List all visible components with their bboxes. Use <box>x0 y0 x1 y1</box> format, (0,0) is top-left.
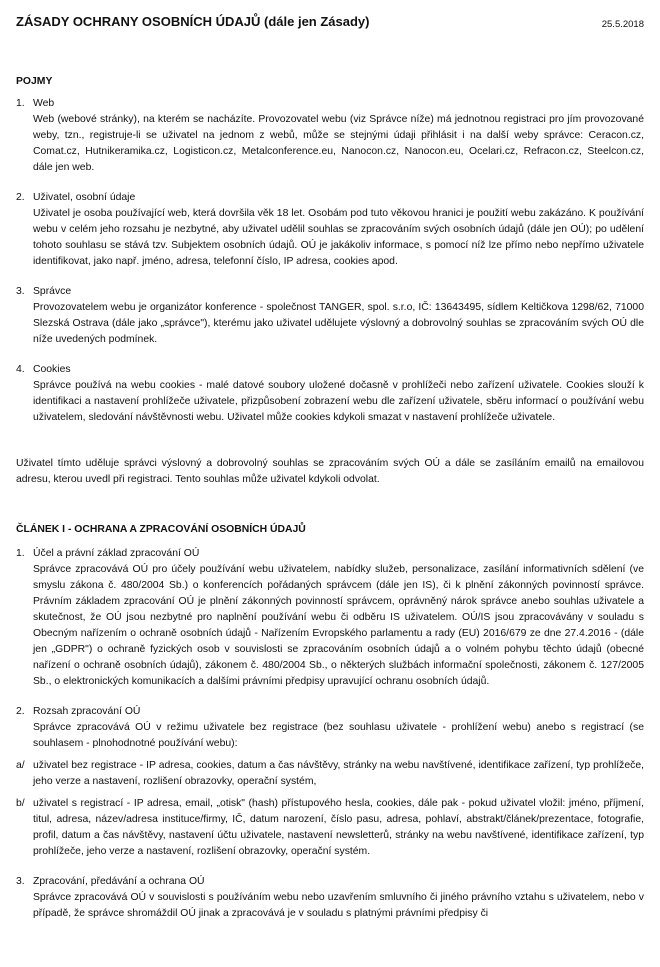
sub-text: uživatel bez registrace - IP adresa, cookies, datum a čas návštěvy, stránky na webu navštívené, identifikace zařízení, typ prohlížeče, jeho verze a nastavení, rozlišení obrazovky, operační systém, <box>33 760 644 787</box>
item-title: Cookies <box>33 364 71 375</box>
item-number: 3. <box>16 876 25 887</box>
pojmy-item-4 <box>16 362 644 426</box>
title-row <box>16 14 644 42</box>
sub-text: uživatel s registrací - IP adresa, email, „otisk" (hash) přístupového hesla, cookies, dále pak - pokud uživatel vložil: jméno, příjmení, titul, adresa, název/adresa instituce/firmy, IČ, datum narození, číslo pasu, adresa, pohlaví, abstrakt/článek/prezentace, fotografie, profil, datum a čas návštěvy, nastavení účtu uživatele, nastavení newsletterů, stránky na webu navštívené, identifikace zařízení, typ prohlížeče, jeho verze a nastavení, rozlišení obrazovky, operační systém. <box>33 798 644 857</box>
item-text: Provozovatelem webu je organizátor konference - společnost TANGER, spol. s.r.o, IČ: 13643495, sídlem Keltičkova 1298/62, 71000 Slezská Ostrava (dále jako „správce"), kterému jako uživatel udělujete výslovný a dobrovolný souhlas se zpracováním svých OÚ dle níže uvedených podmínek. <box>33 302 644 345</box>
clanek1-item-2-sub-b <box>16 796 644 860</box>
item-number: 1. <box>16 98 25 109</box>
item-title: Správce <box>33 286 72 297</box>
item-number: 4. <box>16 364 25 375</box>
title-main: ZÁSADY OCHRANY OSOBNÍCH ÚDAJŮ <box>16 14 261 29</box>
item-text: Správce zpracovává OÚ v režimu uživatele bez registrace (bez souhlasu uživatele - prohlížení webu) anebo s registrací (se souhlasem - plnohodnotné používání webu): <box>33 722 644 749</box>
item-text: Web (webové stránky), na kterém se nacházíte. Provozovatel webu (viz Správce níže) má jednotnou registraci pro jím provozované weby, tzn., registruje-li se uživatel na jednom z webů, může se stejnými údaji přihlásit i na další weby správce: Ceracon.cz, Comat.cz, Hutnikeramika.cz, Logisticon.cz, Metalconference.eu, Nanocon.cz, Nanocon.eu, Ocelari.cz, Refracon.cz, Steelcon.cz, dále jen web. <box>33 114 644 173</box>
document-page <box>16 0 644 922</box>
clanek1-item-3 <box>16 874 644 922</box>
section-heading-pojmy: POJMY <box>16 76 53 87</box>
item-number: 2. <box>16 706 25 717</box>
title-note: (dále jen Zásady) <box>264 14 370 29</box>
item-text: Uživatel je osoba používající web, která dovršila věk 18 let. Osobám pod tuto věkovou hranici je použití webu zakázáno. K používání webu v celém jeho rozsahu je nezbytné, aby uživatel udělil souhlas se zpracováním svých osobních údajů (dále jen OÚ); po udělení tohoto souhlasu se stává tzv. Subjektem osobních údajů. OÚ je jakákoliv informace, s pomocí níž lze přímo nebo nepřímo uživatele identifikovat, jako např. jméno, adresa, telefonní číslo, IP adresa, cookies apod. <box>33 208 644 267</box>
document-title <box>16 14 370 30</box>
item-text: Správce zpracovává OÚ v souvislosti s používáním webu nebo uzavřením smluvního či jiného právního vztahu s uživatelem, nebo v případě, že správce shromáždil OÚ jinak a zpracovává je v souladu s platnými právními předpisy či <box>33 892 644 919</box>
pojmy-item-1 <box>16 96 644 176</box>
sub-letter: b/ <box>16 798 25 809</box>
item-number: 2. <box>16 192 25 203</box>
consent-paragraph: Uživatel tímto uděluje správci výslovný a dobrovolný souhlas se zpracováním svých OÚ a dále se zasíláním emailů na emailovou adresu, kterou uvedl při registraci. Tento souhlas může uživatel kdykoli odvolat. <box>16 458 644 485</box>
clanek1-item-1 <box>16 546 644 690</box>
clanek1-item-2 <box>16 704 644 752</box>
item-text: Správce používá na webu cookies - malé datové soubory uložené dočasně v prohlížeči nebo zařízení uživatele. Cookies slouží k identifikaci a nastavení prohlížeče uživatele, přizpůsobení zobrazení webu dle zařízení uživatele, sběru informací o používání webu uživatelem, sledování návštěvnosti webu. Uživatel může cookies kdykoli smazat v nastavení prohlížeče uživatele. <box>33 380 644 423</box>
item-text: Správce zpracovává OÚ pro účely používání webu uživatelem, nabídky služeb, personalizace, zasílání informativních sdělení (ve smyslu zákona č. 480/2004 Sb.) o konferencích pořádaných správcem (dále jen IS), či k plnění zákonných povinností správce. Právním základem zpracování OÚ je plnění zákonných povinností správcem, oprávněný nárok správce anebo souhlas uživatele a skutečnost, že OÚ jsou nezbytné pro naplnění používání webu či odběru IS uživatelem. OÚ/IS jsou zpracovávány v souladu s Obecným nařízením o ochraně osobních údajů - Nařízením Evropského parlamentu a rady (EU) 2016/679 ze dne 27.4.2016 - (dále jen „GDPR") o ochraně fyzických osob v souvislosti se zpracováním osobních údajů a o volném pohybu těchto údajů (obecné nařízení o ochraně osobních údajů), zákonem č. 480/2004 Sb., o některých službách informační společnosti, zákonem č. 127/2005 Sb., o elektronických komunikacích a dalšími právními předpisy upravující ochranu osobních údajů. <box>33 564 644 687</box>
clanek1-item-2-sub-a <box>16 758 644 790</box>
pojmy-item-3 <box>16 284 644 348</box>
item-title: Rozsah zpracování OÚ <box>33 706 141 717</box>
item-title: Účel a právní základ zpracování OÚ <box>33 548 200 559</box>
item-title: Uživatel, osobní údaje <box>33 192 136 203</box>
item-title: Zpracování, předávání a ochrana OÚ <box>33 876 205 887</box>
item-number: 3. <box>16 286 25 297</box>
item-title: Web <box>33 98 55 109</box>
pojmy-item-2 <box>16 190 644 270</box>
item-number: 1. <box>16 548 25 559</box>
section-heading-clanek-1: ČLÁNEK I - OCHRANA A ZPRACOVÁNÍ OSOBNÍCH ÚDAJŮ <box>16 524 306 535</box>
sub-letter: a/ <box>16 760 25 771</box>
document-date: 25.5.2018 <box>601 19 644 30</box>
